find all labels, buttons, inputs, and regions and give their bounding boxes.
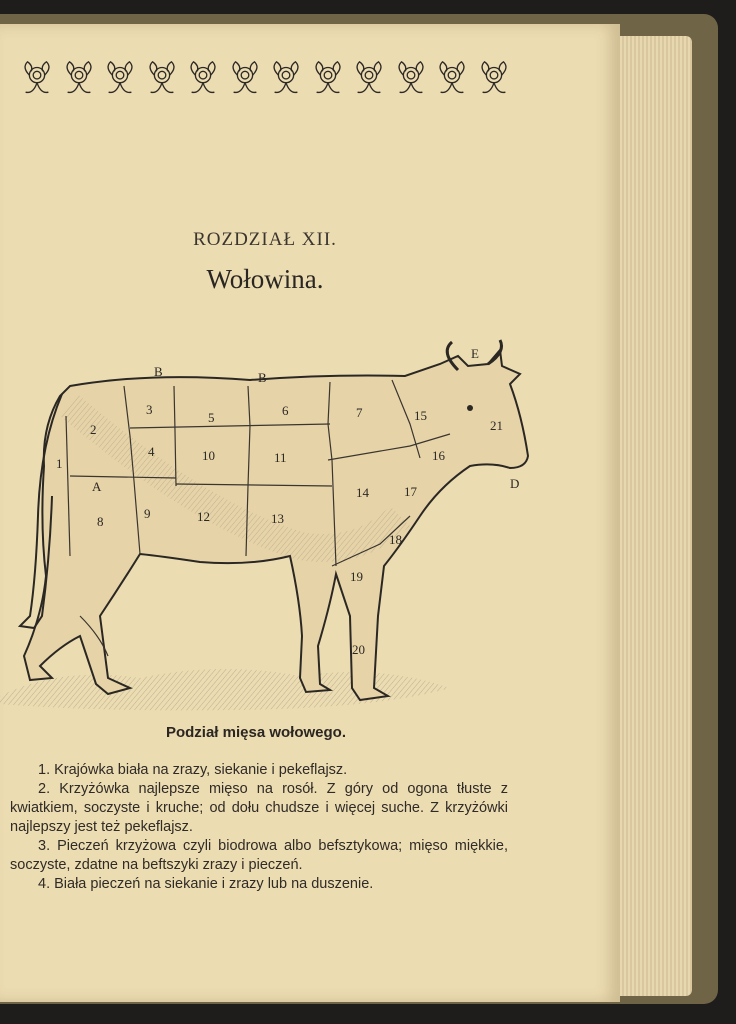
cut-number: 15 — [414, 408, 427, 423]
cut-number: 2 — [90, 422, 97, 437]
cut-number: 11 — [274, 450, 287, 465]
cut-number: 18 — [389, 532, 402, 547]
cut-number: 16 — [432, 448, 445, 463]
paragraph: 4. Biała pieczeń na siekanie i zrazy lub na duszenie. — [38, 876, 374, 892]
rose-ornament-icon — [475, 55, 513, 99]
book-page — [0, 24, 620, 1002]
region-letter: E — [471, 346, 479, 361]
cut-number: 1 — [56, 456, 63, 471]
cut-number: 7 — [356, 405, 363, 420]
rose-ornament-icon — [392, 55, 430, 99]
ground-grass — [0, 669, 450, 710]
region-letter: B — [258, 370, 267, 385]
cut-number: 9 — [144, 506, 151, 521]
rose-ornament-icon — [143, 55, 181, 99]
rose-ornament-icon — [433, 55, 471, 99]
rose-ornament-icon — [350, 55, 388, 99]
rose-ornament-icon — [101, 55, 139, 99]
cut-number: 5 — [208, 410, 215, 425]
rose-ornament-icon — [184, 55, 222, 99]
page-edges — [612, 36, 692, 996]
cut-number: 12 — [197, 509, 210, 524]
region-letter: B — [154, 364, 163, 379]
floral-ornament-border — [18, 50, 513, 104]
paragraph: 2. Krzyżówka najlepsze mięso na rosół. Z góry od ogona tłuste z kwiatkiem, soczyste i kruche; od dołu chudsze i więcej suche. Z krzyżówki najlepszy jest też pekeflajsz. — [10, 781, 508, 835]
region-letter: A — [92, 479, 102, 494]
cut-number: 19 — [350, 569, 363, 584]
cut-number: 8 — [97, 514, 104, 529]
region-letter: D — [510, 476, 520, 491]
cut-number: 21 — [490, 418, 503, 433]
beef-cuts-illustration — [0, 316, 540, 726]
rose-ornament-icon — [309, 55, 347, 99]
body-text — [10, 761, 508, 894]
rose-ornament-icon — [60, 55, 98, 99]
figure-caption: Podział mięsa wołowego. — [165, 724, 347, 741]
cut-number: 10 — [202, 448, 215, 463]
cut-number: 14 — [356, 485, 369, 500]
cut-number: 4 — [148, 444, 155, 459]
paragraph: 1. Krajówka biała na zrazy, siekanie i pekeflajsz. — [38, 762, 348, 778]
rose-ornament-icon — [226, 55, 264, 99]
cut-number: 17 — [404, 484, 417, 499]
cut-number: 6 — [282, 403, 289, 418]
cut-number: 13 — [271, 511, 284, 526]
rose-ornament-icon — [18, 55, 56, 99]
cut-number: 3 — [146, 402, 153, 417]
cut-number: 20 — [352, 642, 365, 657]
rose-ornament-icon — [267, 55, 305, 99]
paragraph: 3. Pieczeń krzyżowa czyli biodrowa albo befsztykowa; mięso miękkie, soczyste, zdatne na beftszyki zrazy i pieczeń. — [10, 838, 508, 873]
chapter-title: Wołowina. — [206, 264, 324, 294]
chapter-heading: ROZDZIAŁ XII. — [193, 229, 337, 250]
